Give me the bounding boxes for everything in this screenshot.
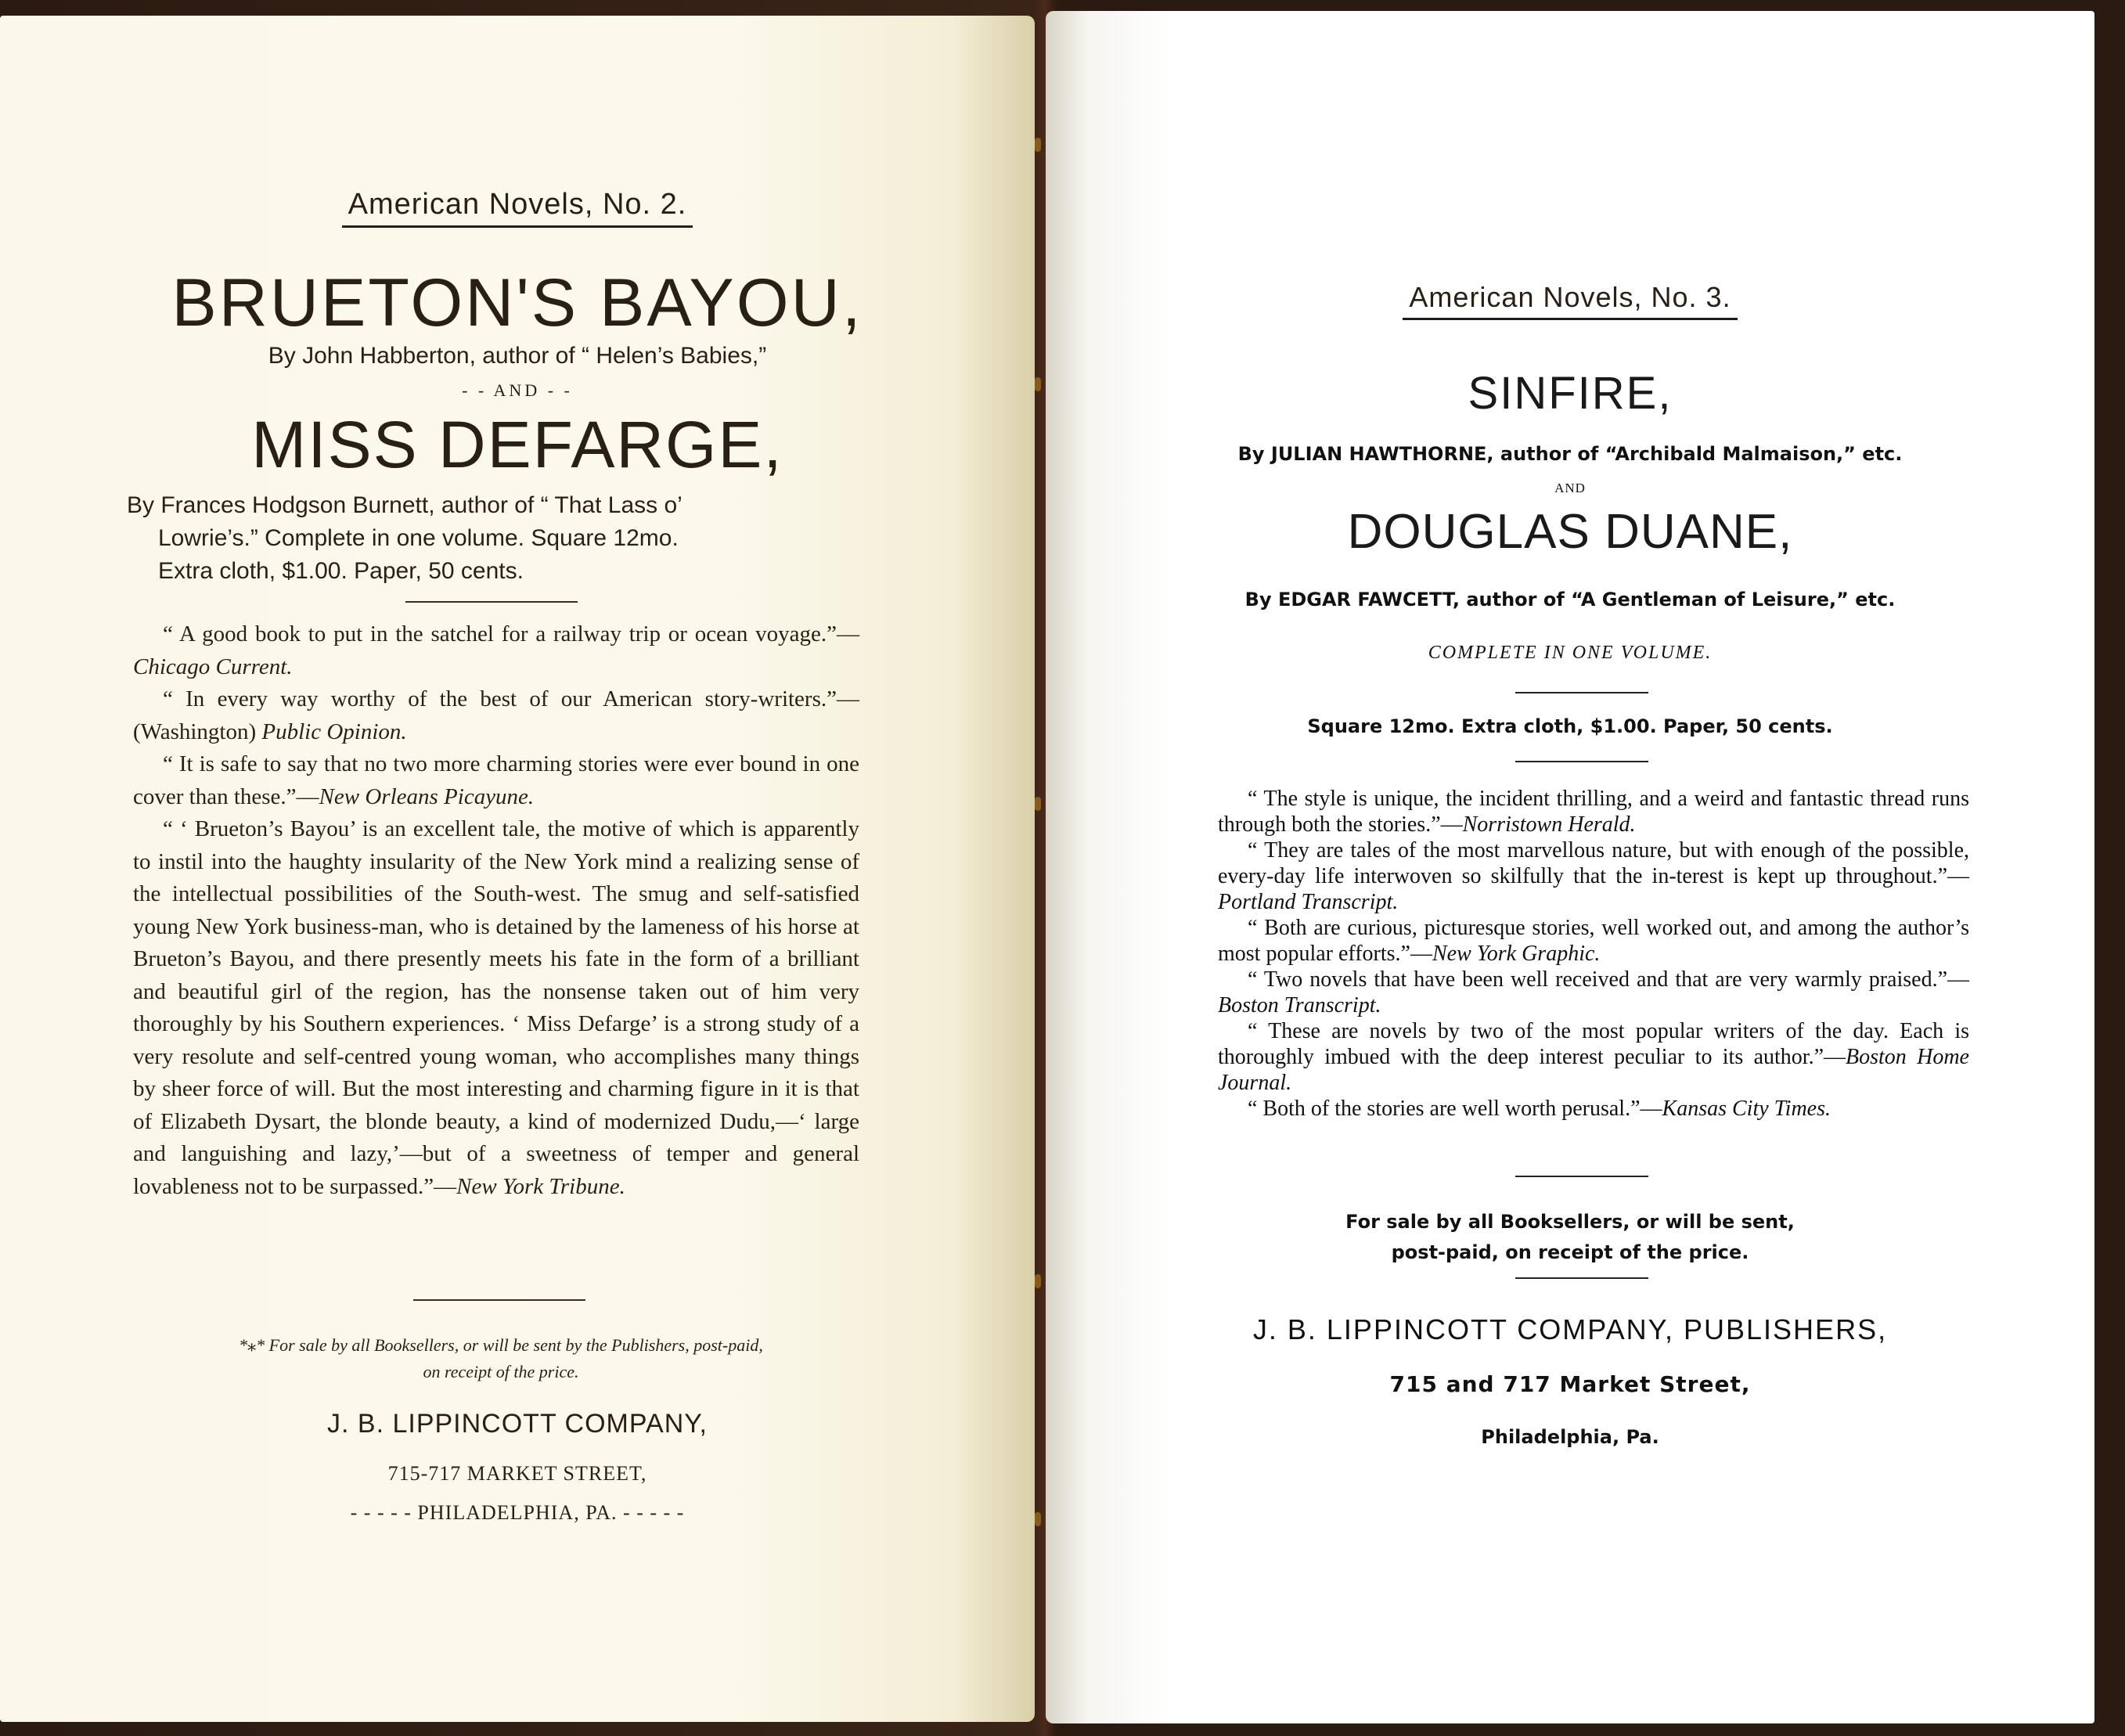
divider-right-3: [1515, 1176, 1648, 1177]
review-quotes-left: [133, 618, 859, 1203]
author-line-burnett-2: Lowrie’s.” Complete in one volume. Square 12mo.: [158, 525, 679, 551]
sale-footnote-left: *⁎* For sale by all Booksellers, or will be sent by the Publishers, post-paid, on receipt of the price.: [239, 1335, 763, 1381]
review-quote: “ ‘ Brueton’s Bayou’ is an excellent tale, the motive of which is apparently to instil into the haughty insularity of the New York mind a realizing sense of the intellectual possibilities of the South-west. The smug and self-satisfied young New York business-man, who is detained by the lameness of his horse at Brueton’s Bayou, and there presently meets his fate in the form of a brilliant and beautiful girl of the region, has the nonsense taken out of him very thoroughly by his Southern experiences. ‘ Miss Defarge’ is a strong study of a very resolute and self-centred young woman, who accomplishes many things by sheer force of will. But the most interesting and charming figure in it is that of Elizabeth Dysart, the blonde beauty, a kind of modernized Dudu,—‘ large and languishing and lazy,’—but of a sweetness of temper and general lovableness not to be surpassed.”—New York Tribune.: [133, 816, 859, 1199]
divider-left-2: [413, 1299, 585, 1301]
publisher-name-left: J. B. LIPPINCOTT COMPANY,: [327, 1409, 708, 1439]
and-separator-right: AND: [1554, 481, 1586, 495]
review-quotes-right: [1218, 786, 1969, 1122]
binding-stitch: [1035, 377, 1041, 391]
review-quote: “ These are novels by two of the most popular writers of the day. Each is thoroughly imbued with the deep interest peculiar to its author.”—Boston Home Journal.: [1218, 1019, 1969, 1095]
divider-left-1: [405, 601, 578, 603]
and-separator-left: - - AND - -: [462, 380, 573, 400]
binding-stitch: [1035, 1274, 1041, 1288]
right-page: [1046, 11, 2094, 1723]
left-page: [0, 16, 1035, 1722]
review-quote: “ A good book to put in the satchel for a railway trip or ocean voyage.”—Chicago Current.: [133, 621, 859, 679]
divider-right-4: [1515, 1277, 1648, 1279]
price-line-right: Square 12mo. Extra cloth, $1.00. Paper, 50 cents.: [1307, 715, 1833, 737]
book-title-miss-defarge: MISS DEFARGE,: [251, 408, 783, 481]
divider-right-2: [1515, 761, 1648, 762]
binding-stitch: [1035, 797, 1041, 811]
publisher-city-right: Philadelphia, Pa.: [1481, 1426, 1659, 1448]
publisher-address-right: 715 and 717 Market Street,: [1389, 1371, 1751, 1397]
publisher-city-left: - - - - - PHILADELPHIA, PA. - - - - -: [350, 1501, 685, 1524]
author-line-hawthorne: By JULIAN HAWTHORNE, author of “Archibald Malmaison,” etc.: [1237, 443, 1903, 465]
publisher-address-left: 715-717 MARKET STREET,: [387, 1462, 647, 1485]
sale-note-right: For sale by all Booksellers, or will be sent, post-paid, on receipt of the price.: [1345, 1211, 1795, 1263]
author-line-fawcett: By EDGAR FAWCETT, author of “A Gentleman of Leisure,” etc.: [1244, 589, 1896, 610]
review-quote: “ Both of the stories are well worth perusal.”—Kansas City Times.: [1248, 1097, 1831, 1121]
review-quote: “ They are tales of the most marvellous nature, but with enough of the possible, every-day life interwoven so skilfully that the in-terest is kept up throughout.”—Portland Transcript.: [1218, 838, 1969, 914]
review-quote: “ It is safe to say that no two more charming stories were ever bound in one cover than these.”—New Orleans Picayune.: [133, 751, 859, 809]
series-heading-left: American Novels, No. 2.: [0, 188, 1035, 222]
binding-stitch: [1035, 138, 1041, 152]
review-quote: “ Both are curious, picturesque stories, well worked out, and among the author’s most popular efforts.”—New York Graphic.: [1218, 916, 1969, 966]
author-line-habberton: By John Habberton, author of “ Helen’s Babies,”: [268, 343, 767, 369]
author-line-burnett-3: Extra cloth, $1.00. Paper, 50 cents.: [158, 558, 524, 584]
binding-stitch: [1035, 1512, 1041, 1526]
publisher-name-right: J. B. LIPPINCOTT COMPANY, PUBLISHERS,: [1252, 1313, 1888, 1345]
book-title-bruetons-bayou: BRUETON'S BAYOU,: [171, 265, 863, 340]
book-title-douglas-duane: DOUGLAS DUANE,: [1347, 505, 1793, 559]
divider-right-1: [1515, 692, 1648, 693]
complete-in-one-volume: COMPLETE IN ONE VOLUME.: [1428, 643, 1713, 663]
series-heading-right: American Novels, No. 3.: [1046, 281, 2094, 314]
review-quote: “ The style is unique, the incident thrilling, and a weird and fantastic thread runs through both the stories.”—Norristown Herald.: [1218, 787, 1969, 837]
review-quote: “ In every way worthy of the best of our American story-writers.”—(Washington) Public Opinion.: [133, 686, 859, 744]
author-line-burnett: [127, 489, 855, 588]
book-title-sinfire: SINFIRE,: [1468, 368, 1673, 419]
review-quote: “ Two novels that have been well received and that are very warmly praised.”—Boston Transcript.: [1218, 967, 1969, 1017]
author-line-burnett-1: By Frances Hodgson Burnett, author of “ That Lass o’: [127, 492, 683, 518]
